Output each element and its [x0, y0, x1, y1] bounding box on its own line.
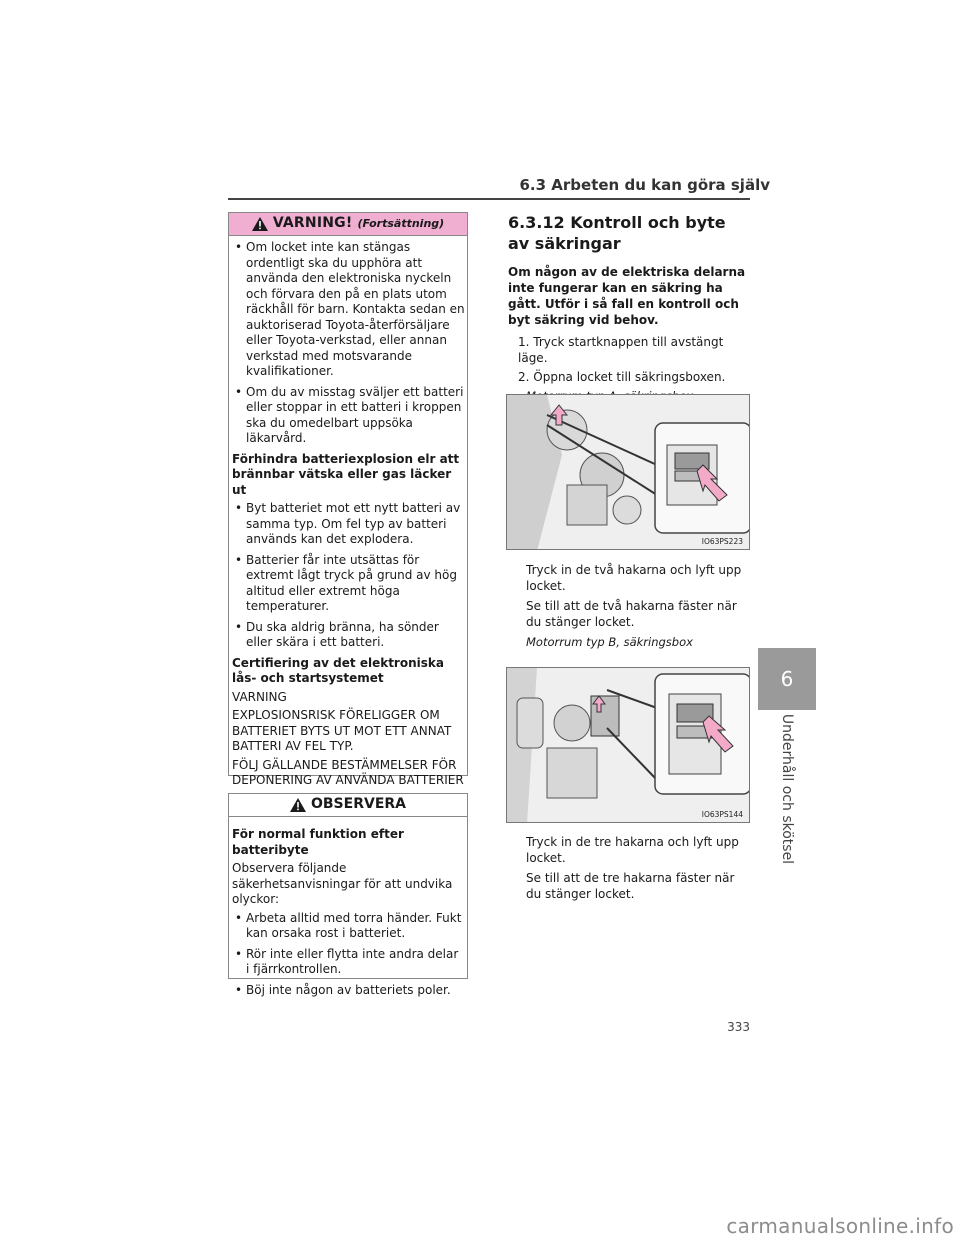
warning-subheading: Certifiering av det elektroniska lås- och startsystemet	[232, 655, 444, 685]
warning-triangle-icon	[252, 217, 268, 231]
figure-b-code: IO63PS144	[701, 810, 743, 819]
header-rule	[228, 198, 750, 200]
figure-a-instructions	[508, 562, 752, 650]
step-2: 2. Öppna locket till säkringsboxen.	[518, 370, 726, 384]
instruction-text: Tryck in de tre hakarna och lyft upp locket.	[526, 835, 739, 865]
warning-title: VARNING!	[272, 215, 353, 232]
observe-box	[228, 793, 468, 997]
figure-a-engine-fusebox	[506, 394, 750, 550]
chapter-label-text: Underhåll och skötsel	[779, 713, 795, 865]
observe-bullet: • Arbeta alltid med torra händer. Fukt kan orsaka rost i batteriet.	[232, 911, 465, 942]
warning-triangle-icon	[290, 798, 306, 812]
section-intro: Om någon av de elektriska delarna inte fungerar kan en säkring ha gått. Utför i så fall en kontroll och byt säkring vid behov.	[508, 265, 746, 327]
observe-title: OBSERVERA	[310, 796, 406, 813]
observe-header	[229, 794, 467, 817]
warning-box	[228, 212, 468, 787]
observe-bullet: • Böj inte någon av batteriets poler.	[232, 983, 465, 999]
warning-bullet: • Om du av misstag sväljer ett batteri eller stoppar in ett batteri i kroppen ska du omedelbart uppsöka läkarvård.	[232, 385, 465, 447]
chapter-label	[758, 714, 816, 864]
warning-bullet: • Du ska aldrig bränna, ha sönder eller skära i ett batteri.	[232, 620, 465, 651]
instruction-text: Se till att de två hakarna fäster när du stänger locket.	[526, 599, 737, 629]
fuse-section	[508, 212, 752, 404]
warning-bullet: • Batterier får inte utsättas för extremt lågt tryck på grund av hög altitud eller extremt höga temperaturer.	[232, 553, 465, 615]
figure-b-instructions	[508, 834, 752, 906]
observe-heading: För normal funktion efter batteribyte	[232, 827, 404, 857]
warning-text: FÖLJ GÄLLANDE BESTÄMMELSER FÖR DEPONERING AV ANVÄNDA BATTERIER	[232, 757, 464, 787]
warning-text: VARNING	[232, 689, 287, 704]
observe-bullet: • Rör inte eller flytta inte andra delar i fjärrkontrollen.	[232, 947, 465, 978]
warning-bullet: • Om locket inte kan stängas ordentligt ska du upphöra att använda den elektroniska nyckeln och förvara den på en plats utom räckhåll för barn. Kontakta sedan en auktoriserad Toyota-återförsäljare eller Toyota-verkstad, eller annan verkstad med motsvarande kvalifikationer.	[232, 240, 465, 380]
warning-continued: (Fortsättning)	[357, 217, 445, 231]
page-number: 333	[727, 1020, 750, 1034]
warning-subheading: Förhindra batteriexplosion elr att brännbar vätska eller gas läcker ut	[232, 451, 460, 497]
figure-b-engine-fusebox	[506, 667, 750, 823]
section-header: 6.3 Arbeten du kan göra själv	[519, 176, 770, 194]
warning-bullet: • Byt batteriet mot ett nytt batteri av samma typ. Om fel typ av batteri används kan det explodera.	[232, 501, 465, 548]
step-1: 1. Tryck startknappen till avstängt läge.	[518, 335, 724, 365]
observe-text: Observera följande säkerhetsanvisningar för att undvika olyckor:	[232, 861, 453, 906]
chapter-tab: 6	[758, 648, 816, 710]
watermark: carmanualsonline.info	[726, 1214, 954, 1238]
instruction-text: Tryck in de två hakarna och lyft upp locket.	[526, 563, 742, 593]
figure-a-code: IO63PS223	[701, 537, 743, 546]
section-title: 6.3.12 Kontroll och byte av säkringar	[508, 213, 726, 253]
warning-header	[229, 213, 467, 236]
figure-b-caption: Motorrum typ B, säkringsbox	[526, 635, 693, 649]
instruction-text: Se till att de tre hakarna fäster när du stänger locket.	[526, 871, 735, 901]
warning-text: EXPLOSIONSRISK FÖRELIGGER OM BATTERIET BYTS UT MOT ETT ANNAT BATTERI AV FEL TYP.	[232, 708, 452, 753]
